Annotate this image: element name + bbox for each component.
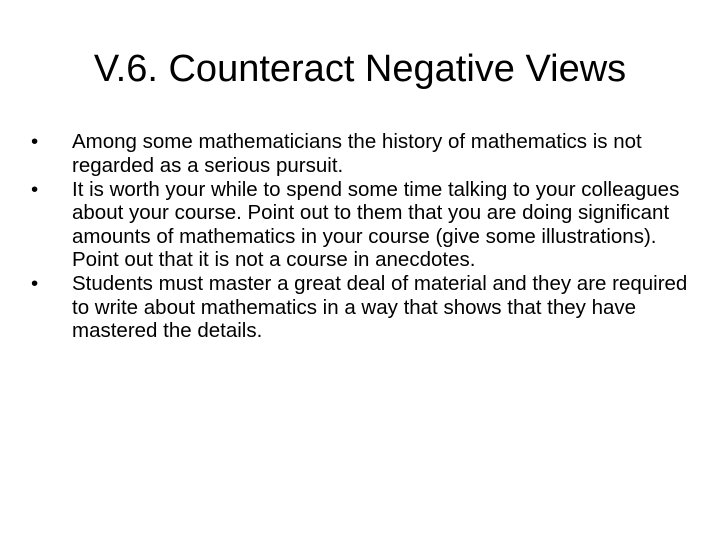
bullet-item — [30, 130, 690, 177]
bullet-list — [30, 130, 690, 343]
slide-title: V.6. Counteract Negative Views — [93, 48, 627, 90]
bullet-marker: • — [31, 272, 39, 295]
bullet-item — [30, 178, 690, 272]
bullet-text: Among some mathematicians the history of mathematics is not regarded as a serious pursuit. — [72, 130, 642, 177]
bullet-text: It is worth your while to spend some time talking to your colleagues about your course. Point out to them that you are doing significant amounts of mathematics in your course (give some illustrations). Point out that it is not a course in anecdotes. — [72, 177, 680, 271]
bullet-marker: • — [31, 177, 39, 201]
bullet-text: Students must master a great deal of material and they are required to write about mathematics in a way that shows that they have mastered the details. — [72, 272, 688, 342]
bullet-marker: • — [31, 130, 39, 153]
bullet-item — [30, 272, 690, 343]
